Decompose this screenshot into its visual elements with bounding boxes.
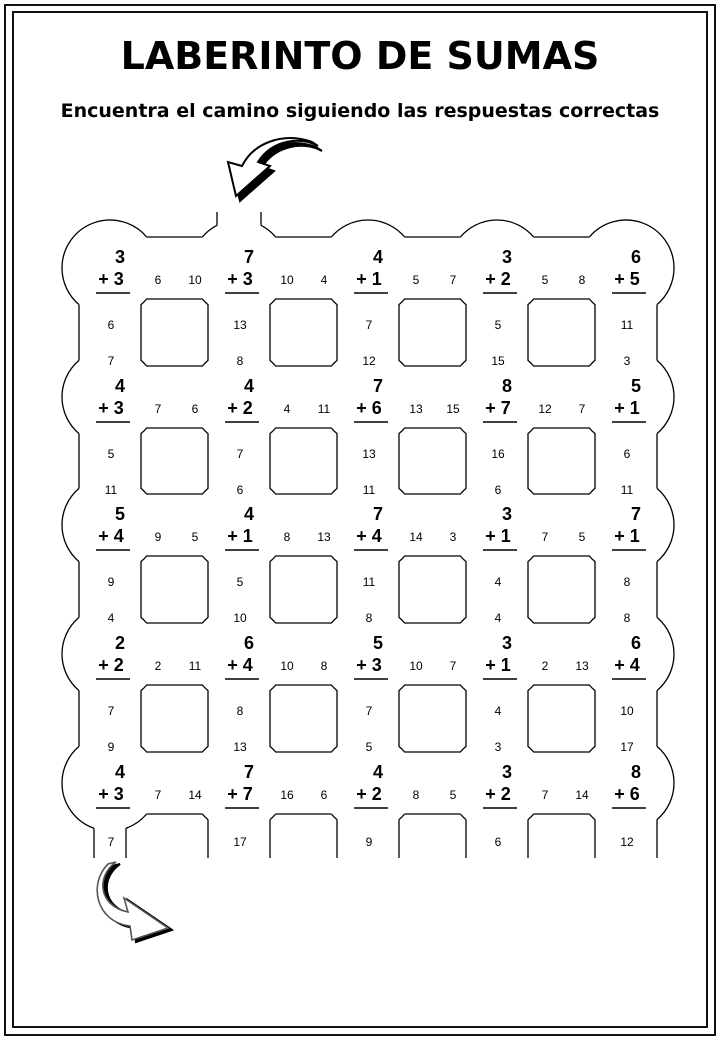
answer-option: 6 <box>191 402 199 416</box>
addend-bottom: + 1 <box>614 526 640 546</box>
answer-option: 6 <box>107 318 115 332</box>
addend-bottom: + 1 <box>485 526 511 546</box>
wall-arc <box>399 814 405 820</box>
addend-top: 4 <box>372 247 384 267</box>
page-title: LABERINTO DE SUMAS <box>120 34 600 78</box>
addend-top: 6 <box>630 633 642 653</box>
answer-option: 10 <box>409 659 423 673</box>
wall-arc <box>62 783 94 828</box>
answer-option: 4 <box>320 273 328 287</box>
addend-bottom: + 7 <box>485 398 511 418</box>
answer-option: 9 <box>365 835 373 849</box>
wall-arc <box>270 814 276 820</box>
addend-bottom: + 6 <box>614 784 640 804</box>
answer-option: 5 <box>449 788 457 802</box>
answer-option: 7 <box>449 273 457 287</box>
answer-option: 6 <box>154 273 162 287</box>
curved-arrow-down-right-icon <box>97 862 172 942</box>
addend-bottom: + 4 <box>98 526 124 546</box>
answer-option: 7 <box>107 704 115 718</box>
wall-arc <box>657 397 674 434</box>
addend-top: 8 <box>501 376 513 396</box>
wall-arc <box>62 617 79 654</box>
addend-bottom: + 2 <box>227 398 253 418</box>
addend-top: 3 <box>501 247 513 267</box>
addend-bottom: + 3 <box>98 784 124 804</box>
answer-option: 7 <box>365 318 373 332</box>
answer-option: 8 <box>412 788 420 802</box>
answer-option: 8 <box>320 659 328 673</box>
addend-top: 3 <box>501 762 513 782</box>
addend-top: 7 <box>372 376 384 396</box>
addend-bottom: + 4 <box>614 655 640 675</box>
wall-arc <box>657 617 674 654</box>
wall-arc <box>62 268 79 305</box>
answer-option: 3 <box>449 530 457 544</box>
maze-block <box>528 685 595 752</box>
addend-bottom: + 7 <box>227 784 253 804</box>
wall-arc <box>657 525 674 562</box>
answer-option: 7 <box>541 788 549 802</box>
addend-bottom: + 1 <box>356 269 382 289</box>
addend-top: 6 <box>630 247 642 267</box>
wall-arc <box>62 397 79 434</box>
answer-option: 4 <box>283 402 291 416</box>
answer-option: 10 <box>280 273 294 287</box>
answer-option: 14 <box>188 788 202 802</box>
answer-option: 5 <box>191 530 199 544</box>
maze-block <box>399 299 466 366</box>
wall-arc <box>62 220 147 268</box>
addend-bottom: + 1 <box>614 398 640 418</box>
answer-option: 11 <box>362 575 376 589</box>
maze-block <box>270 428 337 494</box>
answer-option: 13 <box>362 447 376 461</box>
answer-option: 5 <box>578 530 586 544</box>
addend-bottom: + 2 <box>356 784 382 804</box>
wall-arc <box>657 654 674 691</box>
wall-arc <box>657 268 674 305</box>
maze-block <box>528 299 595 366</box>
wall-arc <box>202 225 217 237</box>
answer-option: 8 <box>578 273 586 287</box>
answer-option: 11 <box>362 483 376 497</box>
answer-option: 11 <box>620 483 634 497</box>
answer-option: 14 <box>575 788 589 802</box>
answer-option: 2 <box>541 659 549 673</box>
answer-option: 12 <box>538 402 552 416</box>
answer-option: 11 <box>188 659 202 673</box>
answer-option: 11 <box>317 402 331 416</box>
answer-option: 7 <box>578 402 586 416</box>
answer-option: 13 <box>317 530 331 544</box>
answer-option: 16 <box>491 447 505 461</box>
answer-option: 5 <box>541 273 549 287</box>
addend-top: 4 <box>114 762 126 782</box>
maze-block <box>270 685 337 752</box>
answer-option: 6 <box>494 483 502 497</box>
maze-block <box>141 556 208 623</box>
addend-bottom: + 2 <box>485 269 511 289</box>
answer-option: 5 <box>365 740 373 754</box>
answer-option: 8 <box>283 530 291 544</box>
answer-option: 11 <box>620 318 634 332</box>
addend-top: 7 <box>372 504 384 524</box>
addend-bottom: + 1 <box>227 526 253 546</box>
answer-option: 17 <box>233 835 247 849</box>
addend-top: 7 <box>243 762 255 782</box>
answer-option: 6 <box>236 483 244 497</box>
answer-option: 12 <box>362 354 376 368</box>
answer-option: 4 <box>107 611 115 625</box>
answer-option: 8 <box>236 704 244 718</box>
answer-option: 14 <box>409 530 423 544</box>
answer-option: 9 <box>154 530 162 544</box>
addend-top: 8 <box>630 762 642 782</box>
wall-arc <box>657 488 674 525</box>
maze-block <box>399 428 466 494</box>
addend-top: 7 <box>630 504 642 524</box>
answer-option: 2 <box>154 659 162 673</box>
answer-option: 6 <box>623 447 631 461</box>
wall-arc <box>657 746 674 783</box>
answer-option: 3 <box>623 354 631 368</box>
answer-option: 7 <box>154 788 162 802</box>
answer-option: 10 <box>233 611 247 625</box>
answer-option: 7 <box>107 354 115 368</box>
answer-option: 4 <box>494 704 502 718</box>
maze-block <box>141 428 208 494</box>
wall-arc <box>460 220 533 237</box>
answer-option: 3 <box>494 740 502 754</box>
wall-arc <box>657 783 674 820</box>
answer-option: 7 <box>236 447 244 461</box>
addend-top: 3 <box>501 633 513 653</box>
answer-option: 8 <box>236 354 244 368</box>
addend-bottom: + 2 <box>485 784 511 804</box>
addend-top: 5 <box>372 633 384 653</box>
addend-bottom: + 6 <box>356 398 382 418</box>
answer-option: 10 <box>280 659 294 673</box>
curved-arrow-down-left-icon <box>228 138 322 201</box>
maze-block <box>270 299 337 366</box>
wall-arc <box>528 814 534 820</box>
answer-option: 17 <box>620 740 634 754</box>
addend-top: 4 <box>243 376 255 396</box>
addend-top: 7 <box>243 247 255 267</box>
answer-option: 13 <box>575 659 589 673</box>
answer-option: 8 <box>623 611 631 625</box>
wall-arc <box>460 814 466 820</box>
maze-block <box>399 556 466 623</box>
addend-bottom: + 4 <box>227 655 253 675</box>
wall-arc <box>657 360 674 397</box>
addend-bottom: + 3 <box>356 655 382 675</box>
answer-option: 8 <box>623 575 631 589</box>
answer-option: 7 <box>449 659 457 673</box>
answer-option: 6 <box>320 788 328 802</box>
wall-arc <box>126 814 147 828</box>
answer-option: 9 <box>107 575 115 589</box>
wall-arc <box>62 654 79 691</box>
maze-block <box>270 556 337 623</box>
page-subtitle: Encuentra el camino siguiendo las respuestas correctas <box>60 100 660 122</box>
wall-arc <box>331 220 404 237</box>
addend-bottom: + 3 <box>98 269 124 289</box>
wall-arc <box>62 488 79 525</box>
addend-bottom: + 5 <box>614 269 640 289</box>
answer-option: 16 <box>280 788 294 802</box>
wall-arc <box>589 814 595 820</box>
wall-arc <box>202 814 208 820</box>
arrow-body <box>228 138 318 196</box>
answer-option: 4 <box>494 611 502 625</box>
answer-option: 13 <box>233 740 247 754</box>
answer-option: 11 <box>104 483 118 497</box>
addend-bottom: + 3 <box>227 269 253 289</box>
answer-option: 15 <box>491 354 505 368</box>
answer-option: 5 <box>107 447 115 461</box>
addend-bottom: + 1 <box>485 655 511 675</box>
answer-option: 8 <box>365 611 373 625</box>
answer-option: 13 <box>409 402 423 416</box>
answer-option: 7 <box>107 835 115 849</box>
maze-block <box>141 685 208 752</box>
wall-arc <box>62 360 79 397</box>
addend-top: 5 <box>114 504 126 524</box>
maze-block <box>399 685 466 752</box>
answer-option: 5 <box>236 575 244 589</box>
addend-top: 4 <box>114 376 126 396</box>
wall-arc <box>62 746 79 783</box>
answer-option: 7 <box>154 402 162 416</box>
addend-top: 3 <box>114 247 126 267</box>
answer-option: 12 <box>620 835 634 849</box>
answer-option: 10 <box>188 273 202 287</box>
answer-option: 9 <box>107 740 115 754</box>
addend-top: 4 <box>243 504 255 524</box>
answer-option: 7 <box>365 704 373 718</box>
answer-option: 13 <box>233 318 247 332</box>
maze-block <box>141 299 208 366</box>
answer-option: 15 <box>446 402 460 416</box>
addend-bottom: + 3 <box>98 398 124 418</box>
wall-arc <box>331 814 337 820</box>
answer-option: 5 <box>494 318 502 332</box>
answer-option: 7 <box>541 530 549 544</box>
maze-block <box>528 428 595 494</box>
addend-bottom: + 4 <box>356 526 382 546</box>
addend-top: 5 <box>630 376 642 396</box>
addend-top: 4 <box>372 762 384 782</box>
answer-option: 6 <box>494 835 502 849</box>
answer-option: 4 <box>494 575 502 589</box>
maze-labels <box>96 247 646 849</box>
wall-arc <box>261 225 276 237</box>
wall-arc <box>62 525 79 562</box>
maze-block <box>528 556 595 623</box>
answer-option: 10 <box>620 704 634 718</box>
addend-bottom: + 2 <box>98 655 124 675</box>
addend-top: 6 <box>243 633 255 653</box>
addend-top: 3 <box>501 504 513 524</box>
addend-top: 2 <box>114 633 126 653</box>
answer-option: 5 <box>412 273 420 287</box>
